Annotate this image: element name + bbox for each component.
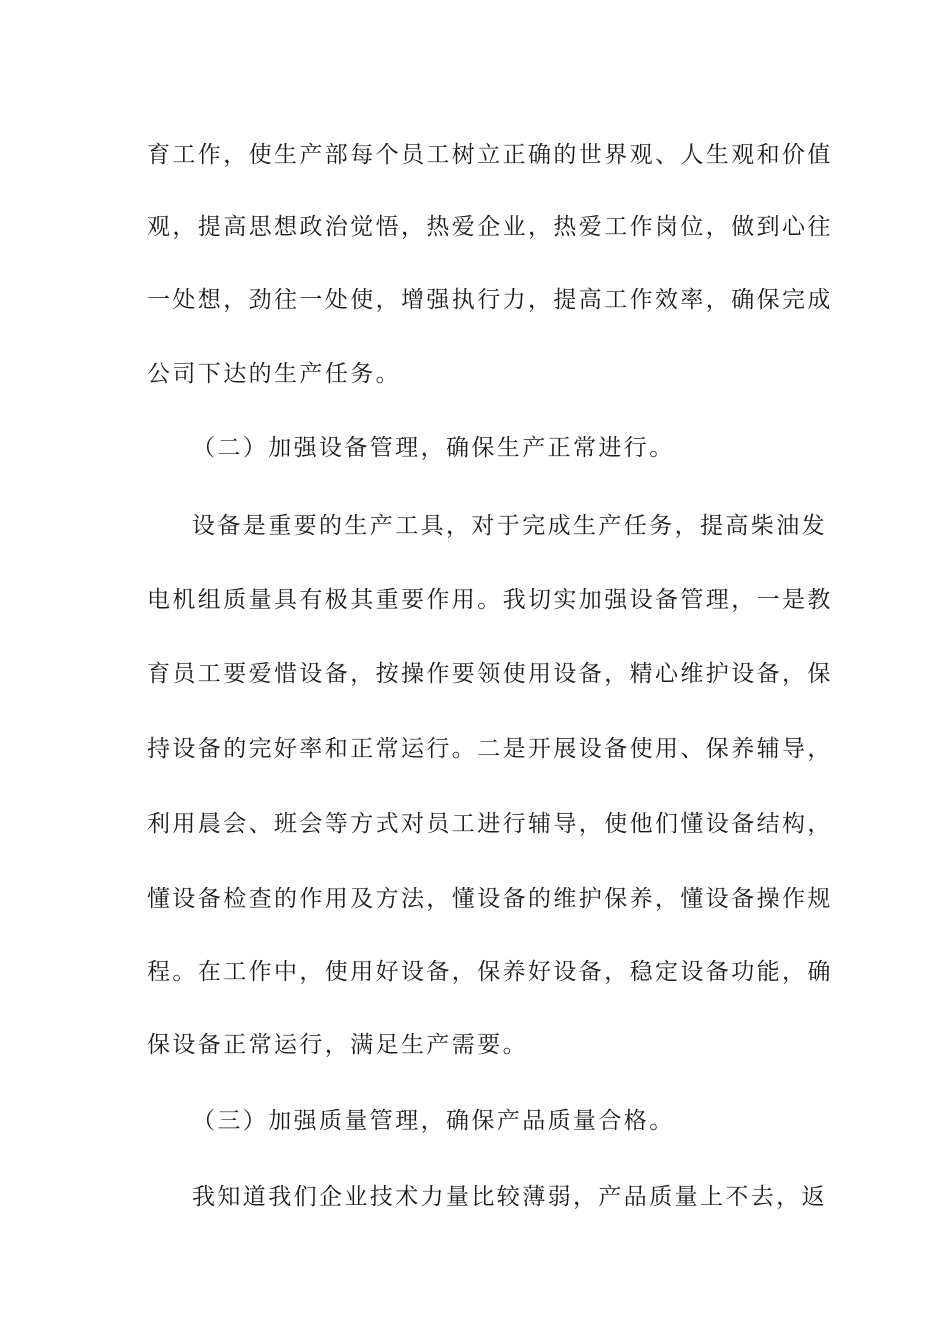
paragraph-line: 设备是重要的生产工具，对于完成生产任务，提高柴油发 — [192, 513, 827, 539]
paragraph-line: 观，提高思想政治觉悟，热爱企业，热爱工作岗位，做到心往 — [147, 214, 833, 240]
paragraph-line: 育员工要爱惜设备，按操作要领使用设备，精心维护设备，保 — [147, 661, 833, 687]
section-heading: （二）加强设备管理，确保生产正常进行。 — [192, 435, 675, 461]
paragraph-line: 持设备的完好率和正常运行。二是开展设备使用、保养辅导， — [147, 736, 833, 762]
paragraph-line: 一处想，劲往一处使，增强执行力，提高工作效率，确保完成 — [147, 287, 833, 313]
paragraph-line: 程。在工作中，使用好设备，保养好设备，稳定设备功能，确 — [147, 959, 833, 985]
section-heading: （三）加强质量管理，确保产品质量合格。 — [192, 1108, 675, 1134]
paragraph-line: 育工作，使生产部每个员工树立正确的世界观、人生观和价值 — [147, 142, 833, 168]
paragraph-line: 公司下达的生产任务。 — [147, 361, 401, 387]
paragraph-line: 保设备正常运行，满足生产需要。 — [147, 1032, 528, 1058]
paragraph-line: 利用晨会、班会等方式对员工进行辅导，使他们懂设备结构， — [147, 811, 833, 837]
paragraph-line: 懂设备检查的作用及方法，懂设备的维护保养，懂设备操作规 — [147, 886, 833, 912]
paragraph-line: 我知道我们企业技术力量比较薄弱，产品质量上不去，返 — [192, 1184, 827, 1210]
paragraph-line: 电机组质量具有极其重要作用。我切实加强设备管理，一是教 — [147, 587, 833, 613]
